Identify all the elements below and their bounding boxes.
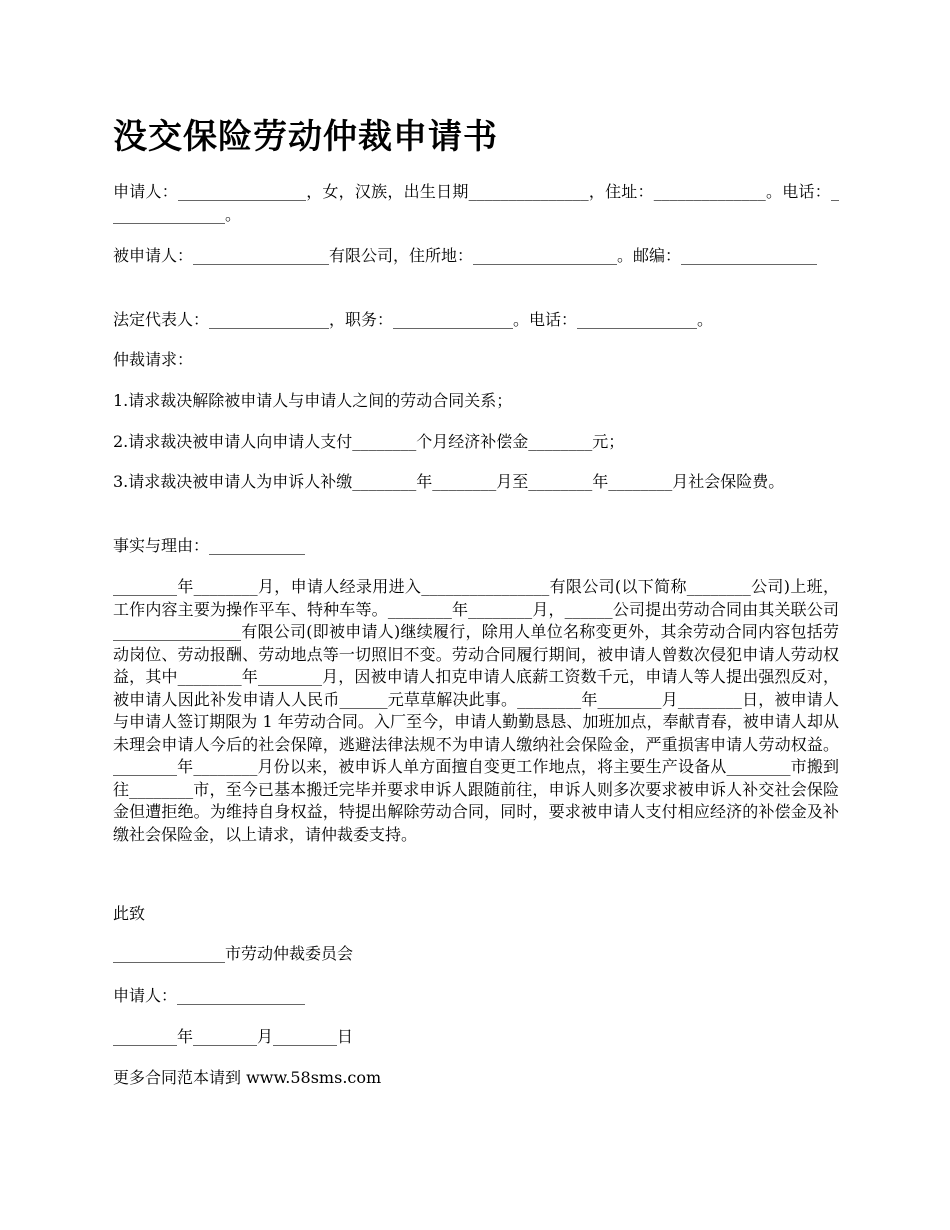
claim-item-3: 3.请求裁决被申请人为申诉人补缴________年________月至________年________月社会保险费。 [113,472,785,491]
facts-heading: 事实与理由：____________ [113,536,306,555]
claim-item-1: 1.请求裁决解除被申请人与申请人之间的劳动合同关系； [113,391,513,410]
closing-phrase: 此致 [113,904,146,923]
legal-representative-info: 法定代表人：_______________，职务：_______________。电话：_______________。 [113,310,714,329]
committee-line: ______________市劳动仲裁委员会 [113,944,354,963]
claim-item-2: 2.请求裁决被申请人向申请人支付________个月经济补偿金________元； [113,432,625,451]
signature-line: 申请人：________________ [113,986,306,1005]
footer-link-text: 更多合同范本请到 www.58sms.com [113,1068,382,1087]
date-line: ________年________月________日 [113,1027,354,1046]
claims-heading: 仲裁请求： [113,350,194,369]
respondent-info: 被申请人：_________________有限公司，住所地：__________________。邮编：_________________ [113,246,818,265]
applicant-info: 申请人：________________，女，汉族，出生日期_______________，住址：______________。电话：_______________。 [113,182,839,224]
facts-body: ________年________月，申请人经录用进入________________有限公司(以下简称________公司)上班，工作内容主要为操作平车、特种车等。________年________月，______公司提出劳动合同由其关联公司________________有限公司(即被申请人)继续履行，除用人单位名称变更外，其余劳动合同内容包括劳动岗位、劳动报酬、劳动地点等一切照旧不变。劳动合同履行期间，被申请人曾数次侵犯申请人劳动权益，其中________年________月，因被申请人扣克申请人底薪工资数千元，申请人等人提出强烈反对，被申请人因此补发申请人人民币______元草草解决此事。________年________月________日，被申请人与申请人签订期限为 1 年劳动合同。入厂至今，申请人勤勤恳恳、加班加点，奉献青春，被申请人却从未理会申请人今后的社会保障，逃避法律法规不为申请人缴纳社会保险金，严重损害申请人劳动权益。________年________月份以来，被申诉人单方面擅自变更工作地点，将主要生产设备从________市搬到往________市，至今已基本搬迁完毕并要求申诉人跟随前往，申诉人则多次要求被申诉人补交社会保险金但遭拒绝。为维持自身权益，特提出解除劳动合同，同时，要求被申请人支付相应经济的补偿金及补缴社会保险金，以上请求，请仲裁委支持。 [113,577,839,844]
document-title: 没交保险劳动仲裁申请书 [113,117,498,157]
